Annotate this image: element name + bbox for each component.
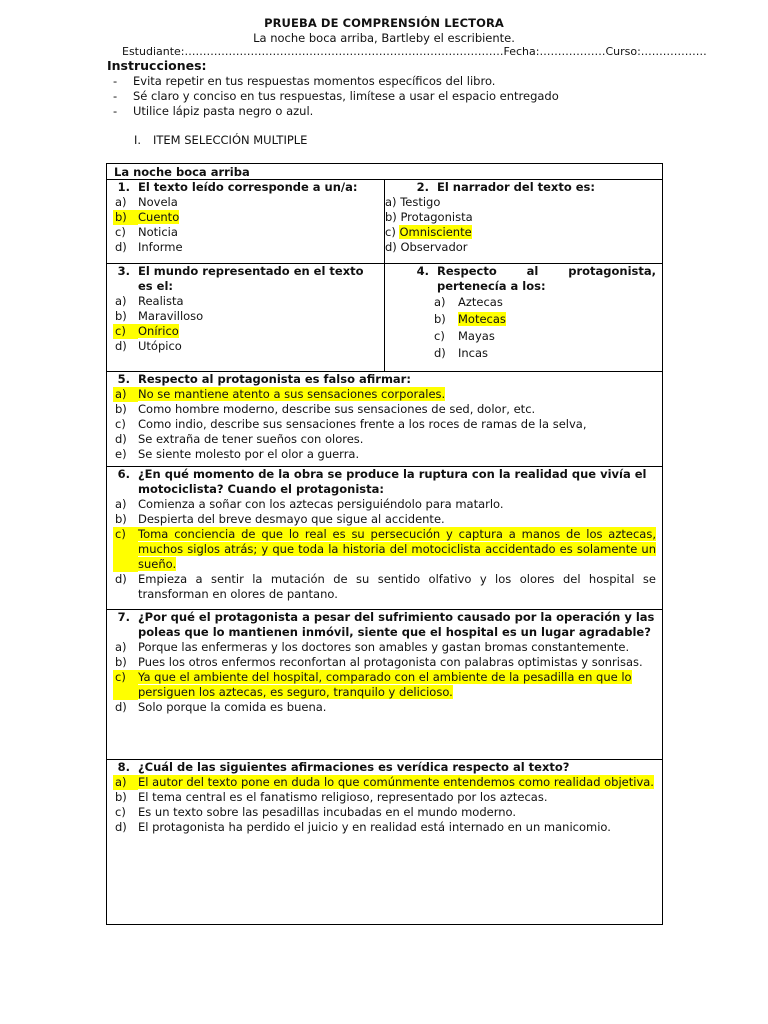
section-number: I. xyxy=(134,133,142,147)
option-3c[interactable]: c) Onírico xyxy=(115,324,179,338)
instruction-item: - Sé claro y conciso en tus respuestas, limítese a usar el espacio entregado xyxy=(107,89,667,104)
question-3-cell xyxy=(107,264,385,372)
question-4-cell xyxy=(385,264,663,372)
option-7d[interactable]: d) Solo porque la comida es buena. xyxy=(115,700,327,714)
document-subtitle: La noche boca arriba, Bartleby el escribiente. xyxy=(253,31,515,45)
document-title: PRUEBA DE COMPRENSIÓN LECTORA xyxy=(264,16,504,30)
option-6d[interactable]: d) Empieza a sentir la mutación de su sentido olfativo y los olores del hospital se transforman en olores de pantano. xyxy=(115,572,656,601)
instructions-list xyxy=(107,74,667,119)
option-4c[interactable]: c) Mayas xyxy=(434,329,495,343)
option-6a[interactable]: a) Comienza a soñar con los aztecas persiguiéndolo para matarlo. xyxy=(115,497,504,511)
question-5-cell xyxy=(107,372,663,467)
option-8a[interactable]: a) El autor del texto pone en duda lo que comúnmente entendemos como realidad objetiva. xyxy=(115,775,654,789)
option-1b[interactable]: b) Cuento xyxy=(115,210,180,224)
option-7a[interactable]: a) Porque las enfermeras y los doctores son amables y gastan bromas constantemente. xyxy=(115,640,630,654)
option-4b[interactable]: b) Motecas xyxy=(434,312,506,326)
option-6b[interactable]: b) Despierta del breve desmayo que sigue al accidente. xyxy=(115,512,445,526)
question-3-prompt: 3. El mundo representado en el texto es el: xyxy=(117,264,364,293)
option-3b[interactable]: b) Maravilloso xyxy=(115,309,204,323)
option-7c[interactable]: c) Ya que el ambiente del hospital, comparado con el ambiente de la pesadilla en que lo persiguen los aztecas, es seguro, tranquilo y delicioso. xyxy=(115,670,632,699)
option-2a[interactable]: a) Testigo xyxy=(385,195,441,209)
option-3d[interactable]: d) Utópico xyxy=(115,339,182,353)
instructions-heading: Instrucciones: xyxy=(107,58,207,73)
question-1-prompt: 1. El texto leído corresponde a un/a: xyxy=(117,180,358,194)
question-6-prompt: 6. ¿En qué momento de la obra se produce la ruptura con la realidad que vivía el motociclista? Cuando el protagonista: xyxy=(117,467,647,496)
option-4a[interactable]: a) Aztecas xyxy=(434,295,503,309)
option-8b[interactable]: b) El tema central es el fanatismo religioso, representado por los aztecas. xyxy=(115,790,548,804)
option-3a[interactable]: a) Realista xyxy=(115,294,184,308)
option-5c[interactable]: c) Como indio, describe sus sensaciones frente a los roces de ramas de la selva, xyxy=(115,417,587,431)
question-7-prompt: 7. ¿Por qué el protagonista a pesar del sufrimiento causado por la operación y las poleas que lo mantienen inmóvil, siente que el hospital es un lugar agradable? xyxy=(117,610,655,639)
option-5e[interactable]: e) Se siente molesto por el olor a guerra. xyxy=(115,447,360,461)
question-6-cell xyxy=(107,467,663,610)
quiz-table xyxy=(106,163,663,925)
option-8d[interactable]: d) El protagonista ha perdido el juicio y en realidad está internado en un manicomio. xyxy=(115,820,611,834)
option-1d[interactable]: d) Informe xyxy=(115,240,183,254)
option-2b[interactable]: b) Protagonista xyxy=(385,210,473,224)
question-8-prompt: 8. ¿Cuál de las siguientes afirmaciones es verídica respecto al texto? xyxy=(117,760,570,774)
option-1a[interactable]: a) Novela xyxy=(115,195,178,209)
question-1-cell xyxy=(107,180,385,264)
question-4-prompt: 4. Respecto al protagonista, pertenecía a los: xyxy=(416,264,656,293)
option-5d[interactable]: d) Se extraña de tener sueños con olores. xyxy=(115,432,364,446)
option-2d[interactable]: d) Observador xyxy=(385,240,468,254)
option-5b[interactable]: b) Como hombre moderno, describe sus sensaciones de sed, dolor, etc. xyxy=(115,402,536,416)
option-2c[interactable]: c) Omnisciente xyxy=(385,225,472,239)
question-5-prompt: 5. Respecto al protagonista es falso afirmar: xyxy=(117,372,411,386)
instruction-item: - Evita repetir en tus respuestas momentos específicos del libro. xyxy=(107,74,667,89)
option-7b[interactable]: b) Pues los otros enfermos reconfortan al protagonista con palabras optimistas y sonrisas. xyxy=(115,655,643,669)
section-heading xyxy=(134,133,307,147)
option-1c[interactable]: c) Noticia xyxy=(115,225,178,239)
student-info-line: Estudiante:……………………………………………………………………………Fecha:………………Curso:……………… xyxy=(122,45,707,58)
question-8-cell xyxy=(107,760,663,925)
instruction-item: - Utilice lápiz pasta negro o azul. xyxy=(107,104,667,119)
option-8c[interactable]: c) Es un texto sobre las pesadillas incubadas en el mundo moderno. xyxy=(115,805,517,819)
question-2-prompt: 2. El narrador del texto es: xyxy=(416,180,595,194)
option-5a[interactable]: a) No se mantiene atento a sus sensaciones corporales. xyxy=(115,387,446,401)
table-title: La noche boca arriba xyxy=(107,164,663,180)
section-title: ITEM SELECCIÓN MULTIPLE xyxy=(153,133,308,147)
question-7-cell xyxy=(107,610,663,760)
page-header xyxy=(0,0,768,45)
option-6c[interactable]: c) Toma conciencia de que lo real es su persecución y captura a manos de los aztecas, muchos siglos atrás; y que toda la historia del motociclista accidentado es solamente un sueño. xyxy=(115,527,656,571)
option-4d[interactable]: d) Incas xyxy=(434,346,489,360)
instructions xyxy=(107,58,667,119)
question-2-cell xyxy=(385,180,663,264)
